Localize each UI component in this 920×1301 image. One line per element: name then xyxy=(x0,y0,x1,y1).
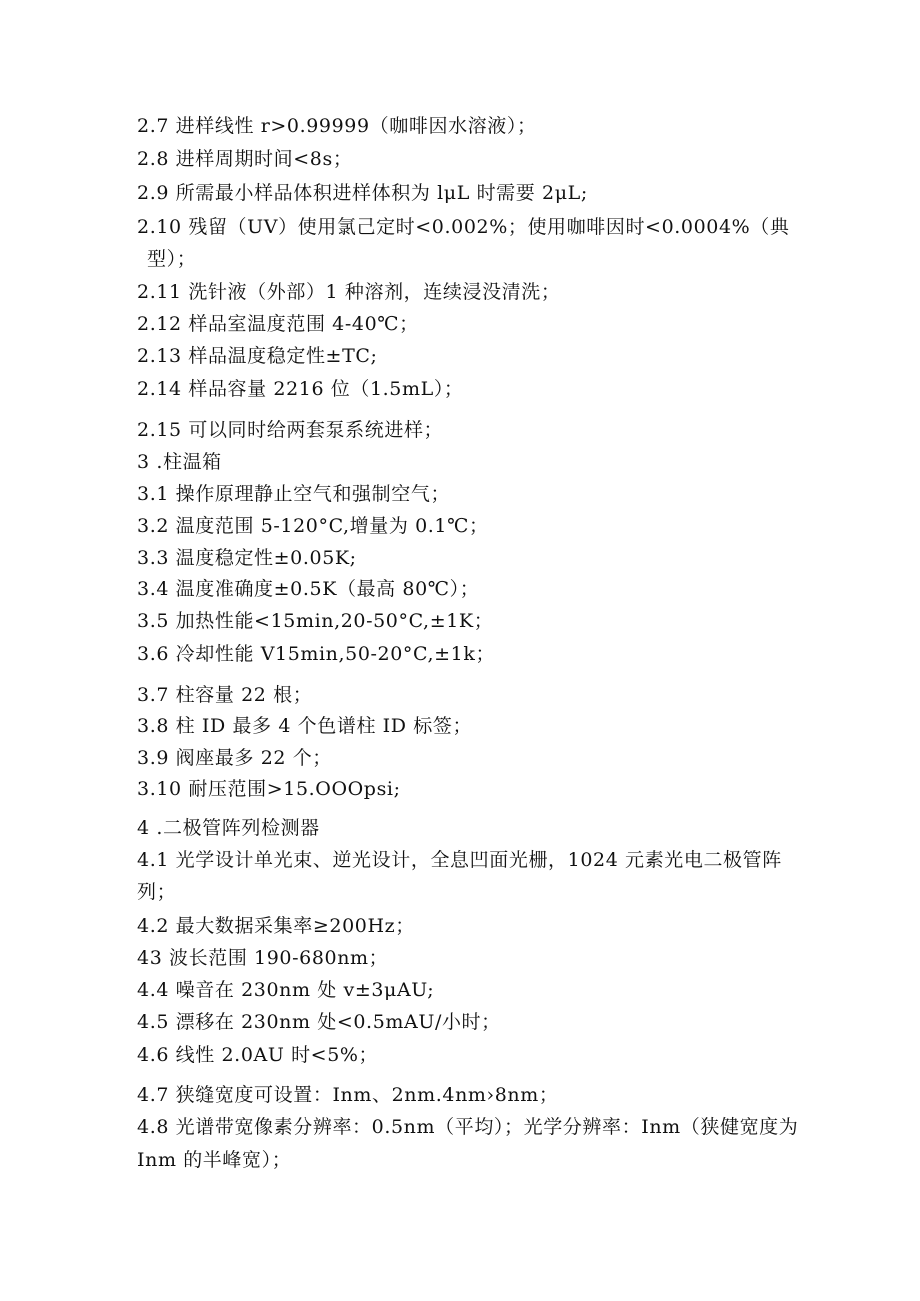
text-line: 4.6 线性 2.0AU 时<5%； xyxy=(137,1044,379,1066)
text-line: 2.7 进样线性 r>0.99999（咖啡因水溶液）； xyxy=(137,115,537,137)
text-line: 43 波长范围 190-680nm； xyxy=(137,947,389,969)
text-line: 3.10 耐压范围>15.OOOpsi; xyxy=(137,778,401,800)
text-line: 2.12 样品室温度范围 4-40℃； xyxy=(137,313,419,335)
text-line: 列； xyxy=(137,881,177,903)
text-line: 2.8 进样周期时间<8s； xyxy=(137,148,353,170)
text-line: 3.7 柱容量 22 根； xyxy=(137,684,313,706)
text-line: 2.10 残留（UV）使用氯己定时<0.002%；使用咖啡因时<0.0004%（典 xyxy=(137,216,790,238)
text-line: 3.5 加热性能<15min,20-50°C,±1K； xyxy=(137,610,494,632)
text-line: 3.1 操作原理静止空气和强制空气； xyxy=(137,483,451,505)
text-line: 4.1 光学设计单光束、逆光设计，全息凹面光栅，1024 元素光电二极管阵 xyxy=(137,849,782,871)
text-line: 3.8 柱 ID 最多 4 个色谱柱 ID 标签； xyxy=(137,715,473,737)
text-line: 4.4 噪音在 230nm 处 v±3μAU; xyxy=(137,979,435,1001)
text-line: 3.6 冷却性能 V15min,50-20°C,±1k； xyxy=(137,643,496,665)
text-line: 2.13 样品温度稳定性±TC; xyxy=(137,345,378,367)
text-line: 4.7 狭缝宽度可设置：Inm、2nm.4nm›8nm； xyxy=(137,1084,559,1106)
text-line: 3.9 阀座最多 22 个； xyxy=(137,747,332,769)
text-line: 2.15 可以同时给两套泵系统进样； xyxy=(137,419,444,441)
text-line: 4.8 光谱带宽像素分辨率：0.5nm（平均）；光学分辨率：Inm（狭健宽度为 xyxy=(137,1116,799,1138)
text-line: 型）； xyxy=(147,248,197,270)
text-line: 3.2 温度范围 5-120°C,增量为 0.1℃； xyxy=(137,515,489,537)
text-line: 2.14 样品容量 2216 位（1.5mL）； xyxy=(137,378,464,400)
text-line: 2.11 洗针液（外部）1 种溶剂，连续浸没清洗； xyxy=(137,281,561,303)
text-line: 4.5 漂移在 230nm 处<0.5mAU/小时； xyxy=(137,1011,501,1033)
text-line: 2.9 所需最小样品体积进样体积为 lμL 时需要 2μL; xyxy=(137,182,588,204)
section-heading: 4 .二极管阵列检测器 xyxy=(137,817,320,839)
section-heading: 3 .柱温箱 xyxy=(137,451,222,473)
text-line: Inm 的半峰宽）； xyxy=(137,1149,292,1171)
text-line: 3.4 温度准确度±0.5K（最高 80℃）； xyxy=(137,578,480,600)
text-line: 3.3 温度稳定性±0.05K; xyxy=(137,547,357,569)
text-line: 4.2 最大数据采集率≥200Hz； xyxy=(137,915,415,937)
